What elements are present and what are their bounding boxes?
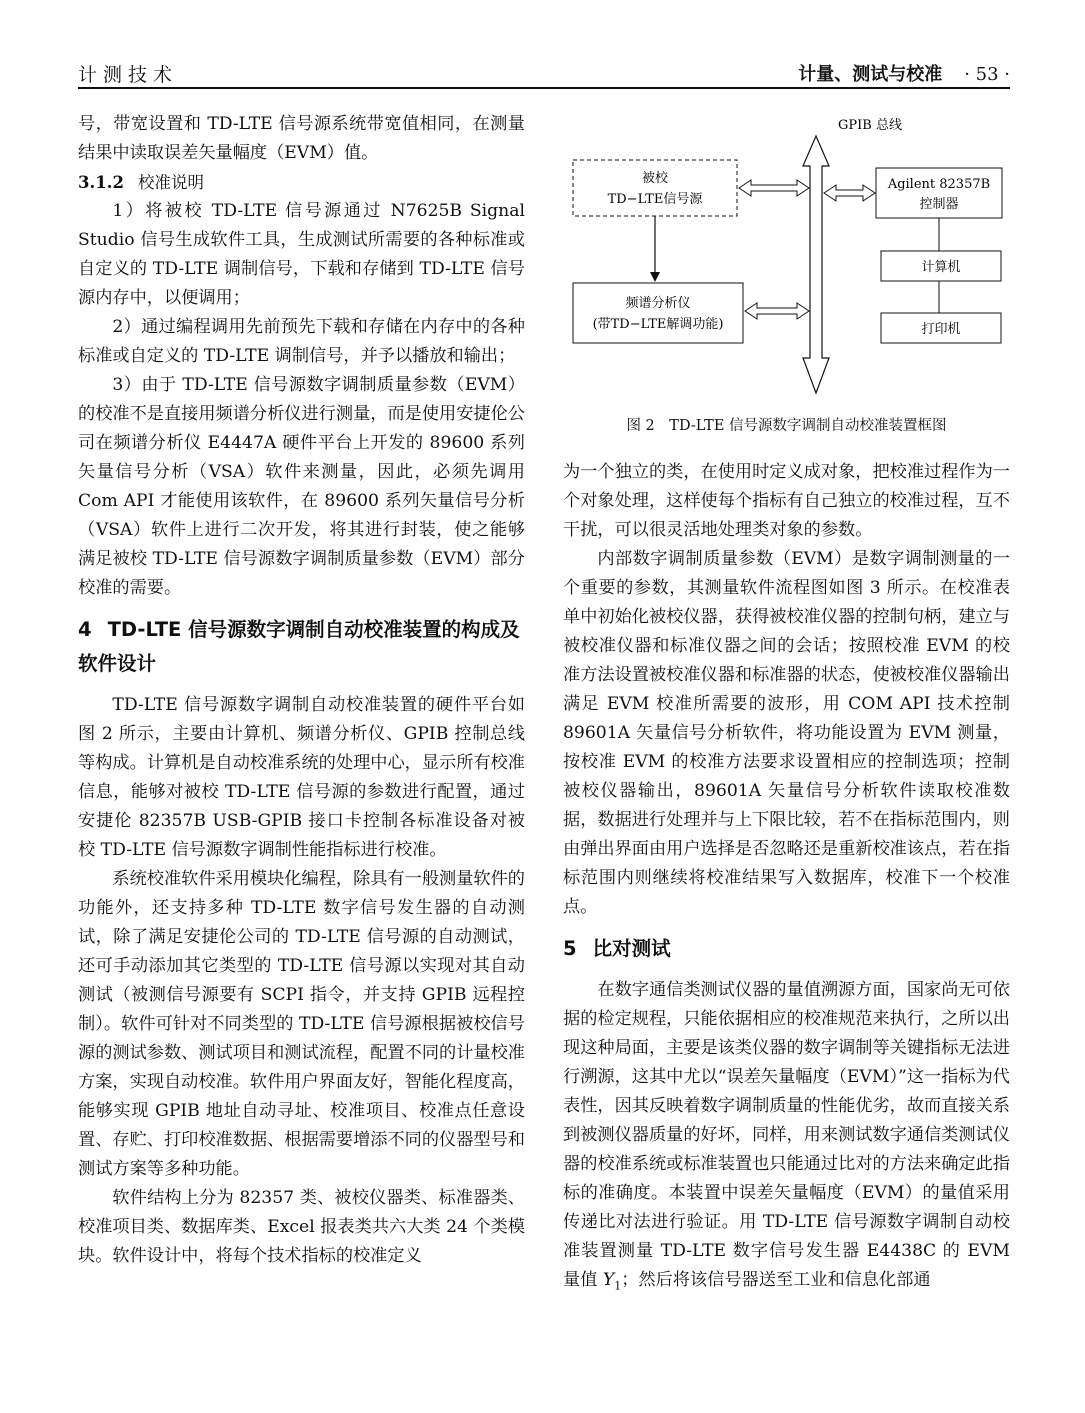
left-column [78,110,525,1271]
variable-y: Y [602,1270,615,1290]
dut-label-1: 被校 [641,171,669,186]
variable-subscript: 1 [614,1279,622,1293]
paragraph: 系统校准软件采用模块化编程，除具有一般测量软件的功能外，还支持多种 TD-LTE 数字信号发生器的自动测试，除了满足安捷伦公司的 TD-LTE 信号源的自动测试，还可手动添加其它类型的 TD-LTE 信号源以实现对其自动测试（被测信号源要有 SCPI 指令，并支持 GPIB 远程控制）。软件可针对不同类型的 TD-LTE 信号源根据被校信号源的测试参数、测试项目和测试流程，配置不同的计量校准方案，实现自动校准。软件用户界面友好，智能化程度高，能够实现 GPIB 地址自动寻址、校准项目、校准点任意设置、存贮、打印校准数据、根据需要增添不同的仪器型号和测试方案等多种功能。 [78,869,525,1179]
printer-label: 打印机 [921,322,961,337]
section-heading [78,613,525,681]
right-column [563,458,1010,1300]
controller-label-2: 控制器 [919,197,959,212]
header-rule [78,87,1010,89]
bus-controller-arrow [824,185,875,201]
paragraph [563,976,1010,1300]
paragraph: 软件结构上分为 82357 类、被校仪器类、标准器类、校准项目类、数据库类、Excel 报表类共六大类 24 个类模块。软件设计中，将每个技术指标的校准定义 [78,1188,525,1266]
paragraph: TD-LTE 信号源数字调制自动校准装置的硬件平台如图 2 所示，主要由计算机、频谱分析仪、GPIB 控制总线等构成。计算机是自动校准系统的处理中心，显示所有校准信息，能够对被校 TD-LTE 信号源的参数进行配置，通过安捷伦 82357B USB-GPIB 接口卡控制各标准设备对被校 TD-LTE 信号源数字调制性能指标进行校准。 [78,695,525,860]
section-title: 比对测试 [592,937,671,960]
section-number: 4 [78,618,92,641]
gpib-bus-arrow [803,136,829,393]
journal-name: 计测技术 [78,64,179,86]
paragraph: 内部数字调制质量参数（EVM）是数字调制测量的一个重要的参数，其测量软件流程图如图 3 所示。在校准表单中初始化被校仪器，获得被校准仪器的控制句柄，建立与被校准仪器和标准仪器之间的会话；按照校准 EVM 的校准方法设置被校准仪器和标准器的状态，使被校准仪器输出满足 EVM 校准所需要的波形，用 COM API 技术控制 89601A 矢量信号分析软件，将功能设置为 EVM 测量，按校准 EVM 的校准方法要求设置相应的控制选项；控制被校仪器输出，89601A 矢量信号分析软件读取校准数据，数据进行处理并与上下限比较，若不在指标范围内，则由弹出界面由用户选择是否忽略还是重新校准该点，若在指标范围内则继续将校准结果写入数据库，校准下一个校准点。 [563,549,1010,917]
sa-bus-arrow [745,303,809,319]
paragraph: 2）通过编程调用先前预先下载和存储在内存中的各种标准或自定义的 TD-LTE 调制信号，并予以播放和输出； [78,317,525,366]
figure-2 [563,108,1010,448]
dut-label-2: TD−LTE信号源 [607,192,703,207]
dut-box [573,160,737,216]
running-head [798,60,1010,86]
section-title: TD-LTE 信号源数字调制自动校准装置的构成及软件设计 [78,618,520,675]
paragraph-text: 在数字通信类测试仪器的量值溯源方面，国家尚无可依据的检定规程，只能依据相应的校准规范来执行，之所以出现这种局面，主要是该类仪器的数字调制等关键指标无法进行溯源，这其中尤以“误差矢量幅度（EVM）”这一指标为代表性，因其反映着数字调制质量的性能优劣，故而直接关系到被测仪器质量的好坏，同样，用来测试数字通信类测试仪器的校准系统或标准装置也只能通过比对的方法来确定此指标的准确度。本装置中误差矢量幅度（EVM）的量值采用传递比对法进行验证。用 TD-LTE 信号源数字调制自动校准装置测量 TD-LTE 数字信号发生器 E4438C 的 EVM 量值 [563,980,1010,1290]
sa-label-1: 频谱分析仪 [625,296,691,311]
section-title: 计量、测试与校准 [798,64,943,85]
block-diagram [563,108,1010,408]
paragraph: 号，带宽设置和 TD-LTE 信号源系统带宽值相同，在测量结果中读取误差矢量幅度（EVM）值。 [78,114,525,163]
subsection-title: 校准说明 [137,173,204,192]
section-heading [563,932,1010,966]
subsection-heading [78,168,525,197]
controller-label-1: Agilent 82357B [887,177,991,192]
spectrum-analyzer-box [573,283,743,343]
paragraph-tail: ；然后将该信号器送至工业和信息化部通 [621,1270,931,1290]
computer-label: 计算机 [921,260,961,275]
subsection-number: 3.1.2 [78,173,124,192]
page-header [78,56,1010,86]
sa-label-2: (带TD−LTE解调功能) [592,317,724,332]
paragraph: 1）将被校 TD-LTE 信号源通过 N7625B Signal Studio 信号生成软件工具，生成测试所需要的各种标准或自定义的 TD-LTE 调制信号，下载和存储到 TD-LTE 信号源内存中，以便调用； [78,201,525,308]
section-number: 5 [563,937,577,960]
paragraph: 为一个独立的类，在使用时定义成对象，把校准过程作为一个对象处理，这样使每个指标有自己独立的校准过程，互不干扰，可以很灵活地处理类对象的参数。 [563,462,1010,540]
figure-caption: 图 2 TD-LTE 信号源数字调制自动校准装置框图 [626,418,947,434]
dut-to-sa-arrowhead [650,272,660,282]
gpib-bus-label: GPIB 总线 [838,118,902,133]
page-number: · 53 · [964,64,1010,85]
paragraph: 3）由于 TD-LTE 信号源数字调制质量参数（EVM）的校准不是直接用频谱分析仪进行测量，而是使用安捷伦公司在频谱分析仪 E4447A 硬件平台上开发的 89600 系列矢量信号分析（VSA）软件来测量，因此，必须先调用 Com API 才能使用该软件，在 89600 系列矢量信号分析（VSA）软件上进行二次开发，将其进行封装，使之能够满足被校 TD-LTE 信号源数字调制质量参数（EVM）部分校准的需要。 [78,375,525,598]
dut-bus-arrow [739,180,809,196]
